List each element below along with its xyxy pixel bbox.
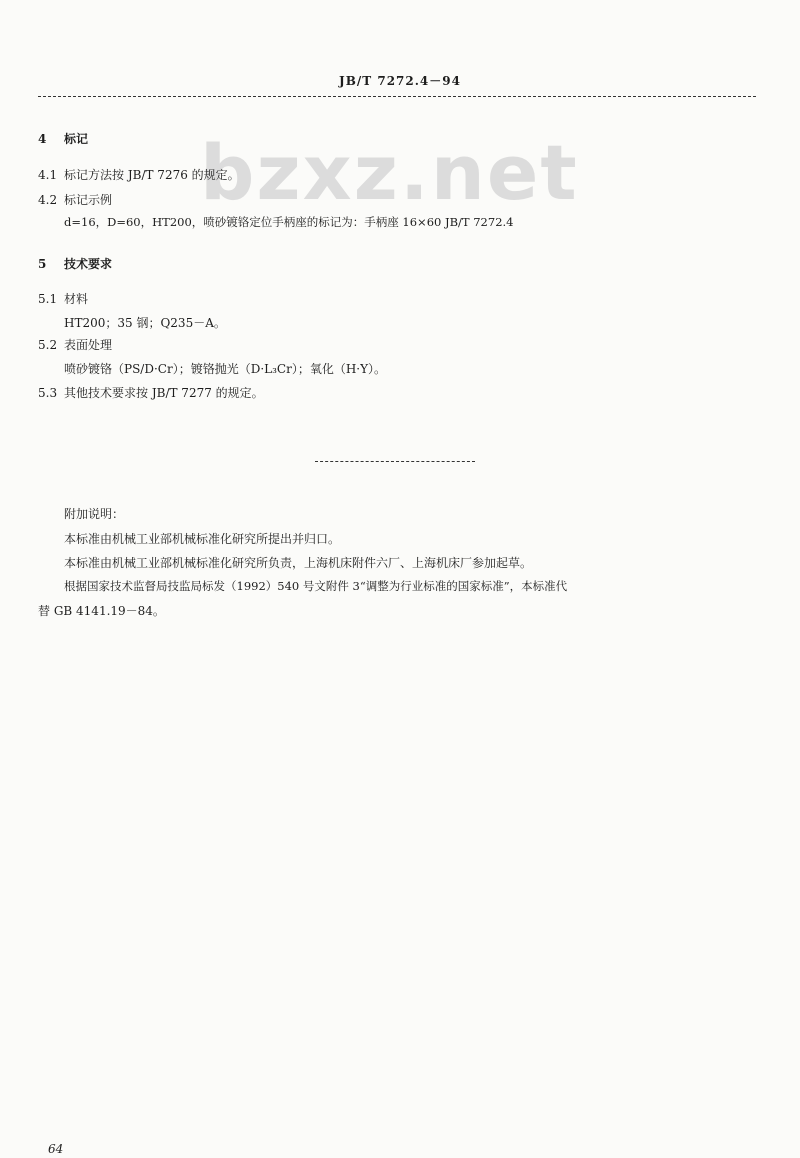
clause-5-1 [38,290,88,307]
appendix-paragraph-3b: 替 GB 4141.19－84。 [38,604,165,618]
header-rule [38,96,756,97]
clause-5-3-text: 其他技术要求按 JB/T 7277 的规定。 [64,386,264,400]
section-5-heading [38,255,112,272]
watermark: bzxz.net [200,128,579,217]
clause-4-1-text: 标记方法按 JB/T 7276 的规定。 [64,168,240,182]
clause-4-2-title: 标记示例 [64,193,113,207]
clause-5-1-number: 5.1 [38,292,58,306]
clause-5-1-title: 材料 [64,292,89,306]
clause-5-3 [38,384,264,401]
appendix-paragraph-2: 本标准由机械工业部机械标准化研究所负责，上海机床附件六厂、上海机床厂参加起草。 [64,556,533,570]
clause-4-1 [38,166,240,183]
clause-4-1-number: 4.1 [38,168,58,182]
section-4-number: 4 [38,132,47,146]
section-4-heading [38,130,88,147]
appendix-title: 附加说明： [64,507,125,521]
clause-4-2 [38,191,112,208]
appendix-paragraph-3a: 根据国家技术监督局技监局标发（1992）540 号文附件 3“调整为行业标准的国家标准”，本标准代 [64,579,568,593]
marking-example: d=16，D=60，HT200，喷砂镀铬定位手柄座的标记为：手柄座 16×60 JB/T 7272.4 [64,215,514,229]
clause-5-2 [38,336,112,353]
clause-5-2-title: 表面处理 [64,338,113,352]
material-list: HT200；35 钢；Q235－A。 [64,316,226,330]
clause-5-3-number: 5.3 [38,386,58,400]
page-number: 64 [48,1142,64,1156]
section-5-number: 5 [38,257,47,271]
clause-4-2-number: 4.2 [38,193,58,207]
end-of-text-rule [315,461,475,462]
section-5-title: 技术要求 [64,257,113,271]
surface-treatment-list: 喷砂镀铬（PS/D·Cr）；镀铬抛光（D·L₃Cr）；氧化（H·Y）。 [64,362,387,376]
clause-5-2-number: 5.2 [38,338,58,352]
section-4-title: 标记 [64,132,89,146]
page-header-code: JB/T 7272.4－94 [339,74,461,88]
appendix-paragraph-1: 本标准由机械工业部机械标准化研究所提出并归口。 [64,532,341,546]
